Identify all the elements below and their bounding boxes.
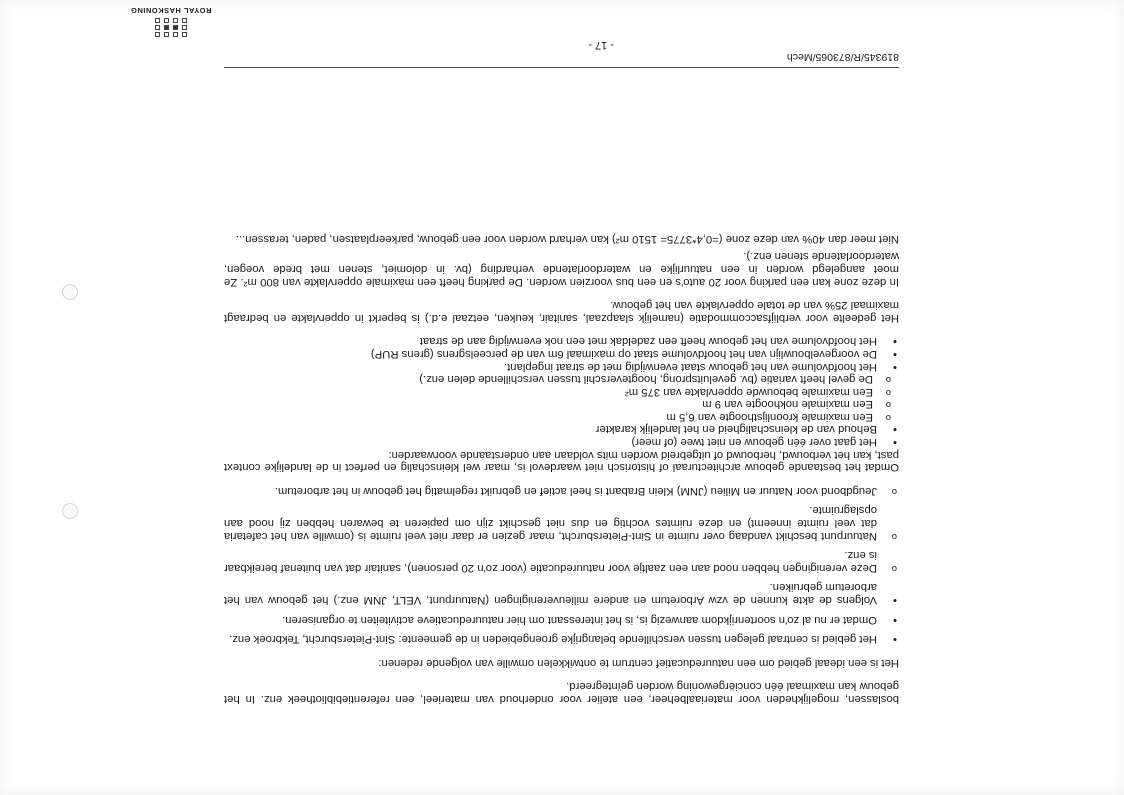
list-item: o Een maximale nokhoogte van 9 m: [224, 398, 899, 411]
conditions-list: [224, 335, 899, 448]
paving-paragraph: Niet meer dan 40% van deze zone (=0,4*3775= 1510 m²) kan verhard worden voor een gebouw, parkeerplaatsen, paden, terassen...: [235, 232, 899, 245]
list-item: • Het hoofdvolume van het gebouw heeft een zadeldak met een nok evenwijdig aan de straat: [224, 335, 899, 348]
conditions-intro: Omdat het bestaande gebouw architecturaal of historisch niet waardevol is, maar wel kleinschalig en perfect in de landelijke context past, kan het verbouwd, herbouwd of uitgebreid worden mits voldaan aan onderstaande voorwaarden:: [224, 448, 899, 474]
company-logo: [116, 6, 226, 37]
list-item: • Volgens de akte kunnen de vzw Arboretum en andere milieuverenigingen (Natuurpunt, VELT, JNM enz.) het gebouw van het arboretum gebruiken.: [224, 581, 899, 606]
body-text: [224, 221, 899, 705]
list-item: o Een maximale bebouwde oppervlakte van 375 m²: [224, 385, 899, 398]
punch-hole-bottom: [62, 284, 78, 300]
accommodation-paragraph: Het gedeelte voor verblijfsaccommodatie (namelijk slaapzaal, sanitair, keuken, eetzaal e.d.) is beperkt in oppervlakte en bedraagt maximaal 25% van de totale oppervlakte van het gebouw.: [224, 299, 899, 324]
list-item: o Een maximale kroonlijsthoogte van 6,5 m: [224, 410, 899, 423]
reasons-list: [224, 484, 899, 645]
list-item: o Deze verenigingen hebben nood aan een zaaltje voor natuureducatie (voor zo'n 20 personen), sanitair dat van buitenaf bereikbaar is enz.: [224, 549, 899, 574]
list-item: • Het gaat over één gebouw en niet twee (of meer): [224, 436, 899, 449]
logo-mark: [116, 18, 226, 37]
list-item: • De voorgevelbouwlijn van het hoofdvolume staat op maximaal 6m van de perceelsgrens (grens RUP): [224, 347, 899, 360]
list-item: o Natuurpunt beschikt vandaag over ruimte in Sint-Pietersburcht, maar gezien er daar niet veel ruimte is (omwille van het cafetaria dat veel ruimte inneemt) en deze ruimtes vochtig en dus niet geschikt zijn om papieren te bewaren hebben zij nood aan opslagruimte.: [224, 504, 899, 542]
list-item: • Het gebied is centraal gelegen tussen verschillende belangrijke groengebieden in de gemeente: Sint-Pietersburcht, Tekbroek enz.: [224, 633, 899, 646]
logo-text: ROYAL HASKONING: [130, 6, 212, 15]
list-item: o Jeugdbond voor Natuur en Milieu (JNM) Klein Brabant is heel actief en gebruikt regelmatig het gebouw in het arboretum.: [224, 484, 899, 497]
list-item: • Het hoofdvolume van het gebouw staat evenwijdig met de straat ingeplant.: [224, 360, 899, 373]
intro-paragraph: boslassen, mogelijkheden voor materiaalbeheer, een atelier voor onderhoud van materieel, een referentiebibliotheek enz. In het gebouw kan maximaal één conciërgewoning worden geïntegreerd.: [224, 680, 899, 705]
document-reference: 819345/R/873065/Mech: [786, 51, 899, 63]
list-item: • Behoud van de kleinschaligheid en het landelijk karakter: [224, 423, 899, 436]
page-number: - 17 -: [588, 39, 614, 51]
reasons-lead: Het is een ideaal gebied om een natuureducatief centrum te ontwikkelen omwille van volgende redenen:: [378, 656, 899, 669]
list-item: • Omdat er nu al zo'n soortenrijkdom aanwezig is, is het interessant om hier natuureducatieve activiteiten te organiseren.: [224, 613, 899, 626]
punch-hole-top: [62, 503, 78, 519]
parking-paragraph: In deze zone kan een parking voor 20 auto's en een bus voorzien worden. De parking heeft een maximale oppervlakte van 800 m². Ze moet aangelegd worden in een natuurlijke en waterdoorlatende verharding (bv. in dolomiet, stenen met brede voegen, waterdoorlatende stenen enz.).: [224, 250, 899, 288]
list-item: o De gevel heeft variatie (bv. geveluitsprong, hoogteverschil tussen verschillende delen enz.): [224, 373, 899, 386]
footer-rule: [224, 67, 899, 68]
dimension-group: [224, 373, 899, 423]
dimension-list: [224, 373, 899, 423]
